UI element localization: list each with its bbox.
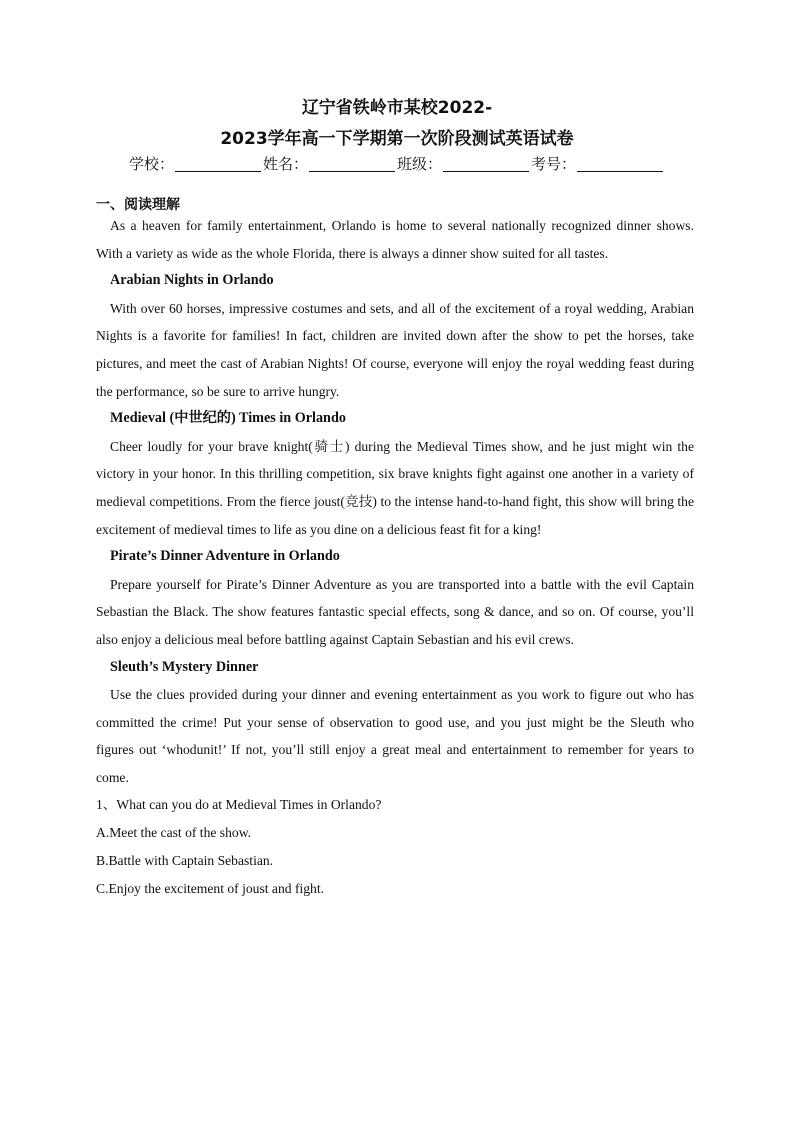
- show-text-arabian-nights: With over 60 horses, impressive costumes and sets, and all of the excitement of a royal wedding, Arabian Nights is a favorite for families! In fact, children are invited down after the show to pet the horses, take pictures, and meet the cast of Arabian Nights! Of course, everyone will enjoy the royal wedding feast during the performance, so be sure to arrive hungry.: [96, 300, 694, 399]
- student-info-line: [0, 153, 794, 175]
- show-text-medieval-times: Cheer loudly for your brave knight(骑士) during the Medieval Times show, and he just might win the victory in your honor. In this thrilling competition, six brave knights fight against one another in a variety of medieval competitions. From the fierce joust(竞技) to the intense hand-to-hand fight, this show will bring the excitement of medieval times to life as you dine on a delicious feast fit for a king!: [96, 438, 694, 537]
- exam-number-label: 考号：: [531, 155, 577, 173]
- passage-intro: As a heaven for family entertainment, Orlando is home to several nationally recognized dinner shows. With a variety as wide as the whole Florida, there is always a dinner show suited for all tastes.: [96, 218, 694, 261]
- section-title: 一、阅读理解: [96, 197, 180, 213]
- passage-body: [96, 212, 694, 903]
- exam-number-blank[interactable]: [577, 156, 663, 172]
- question-1-option-c[interactable]: C.Enjoy the excitement of joust and fight.: [96, 881, 325, 897]
- show-text-sleuths-mystery: Use the clues provided during your dinner and evening entertainment as you work to figure out who has committed the crime! Put your sense of observation to good use, and you just might be the Sleuth who figures out ‘whodunit!’ If not, you’ll still enjoy a great meal and entertainment to remember for years to come.: [96, 687, 694, 785]
- class-label: 班级：: [397, 155, 443, 173]
- show-title-sleuths-mystery: Sleuth’s Mystery Dinner: [110, 658, 259, 675]
- question-1-option-a[interactable]: A.Meet the cast of the show.: [96, 825, 252, 841]
- show-text-pirates-dinner: Prepare yourself for Pirate’s Dinner Adventure as you are transported into a battle with the evil Captain Sebastian the Black. The show features fantastic special effects, song & dance, and so on. Of course, you’ll also enjoy a delicious meal before battling against Captain Sebastian and his evil crews.: [96, 576, 694, 647]
- name-label: 姓名：: [262, 155, 308, 173]
- exam-title-line1: 辽宁省铁岭市某校2022-: [301, 98, 493, 118]
- school-blank[interactable]: [175, 156, 261, 172]
- question-1-stem: 1、What can you do at Medieval Times in Orlando?: [96, 797, 382, 813]
- show-title-arabian-nights: Arabian Nights in Orlando: [110, 272, 274, 289]
- show-title-medieval-times: Medieval (中世纪的) Times in Orlando: [110, 410, 346, 427]
- exam-title-line2: 2023学年高一下学期第一次阶段测试英语试卷: [220, 129, 574, 149]
- school-label: 学校：: [128, 155, 174, 173]
- class-blank[interactable]: [443, 156, 529, 172]
- show-title-pirates-dinner: Pirate’s Dinner Adventure in Orlando: [110, 548, 340, 565]
- name-blank[interactable]: [309, 156, 395, 172]
- question-1-option-b[interactable]: B.Battle with Captain Sebastian.: [96, 853, 274, 869]
